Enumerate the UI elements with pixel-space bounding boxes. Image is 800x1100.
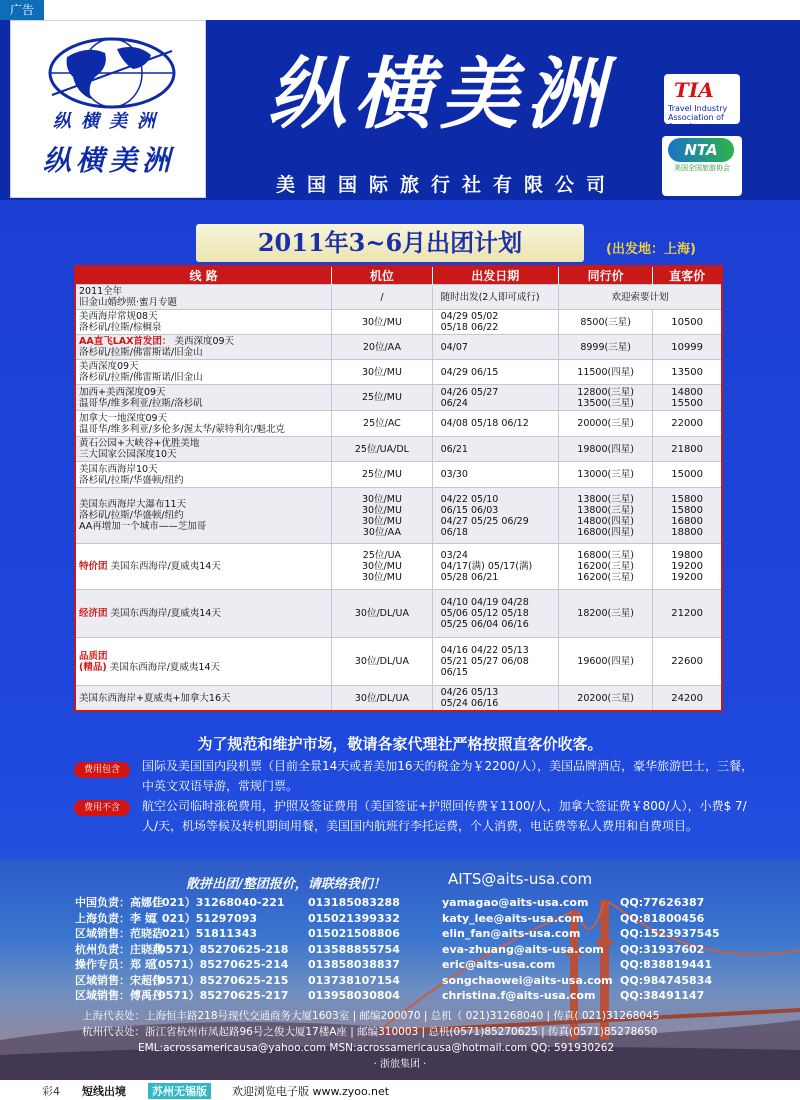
page-number: 彩4 xyxy=(42,1085,60,1098)
peer-price-cell: 13000(三星) xyxy=(558,462,652,488)
table-header-row xyxy=(75,266,722,285)
section-title: 短线出境 xyxy=(82,1085,126,1098)
seat-cell: 30位/DL/UA xyxy=(332,638,432,686)
route-cell xyxy=(75,544,332,590)
date-cell: 06/21 xyxy=(432,437,558,462)
contact-mail[interactable]: eric@aits-usa.com xyxy=(442,958,556,971)
route-cell xyxy=(75,437,332,462)
contact-qq: QQ:38491147 xyxy=(620,989,705,1002)
contact-mobile: 015021508806 xyxy=(308,927,400,940)
route-text: 黄石公园+大峡谷+优胜美地 三大国家公园深度10天 xyxy=(79,438,200,460)
table-row xyxy=(75,360,722,385)
column-header: 线 路 xyxy=(75,266,332,285)
seat-cell: 20位/AA xyxy=(332,335,432,360)
contact-mail[interactable]: eva-zhuang@aits-usa.com xyxy=(442,942,604,956)
date-cell: 04/16 04/22 05/13 05/21 05/27 06/08 06/15 xyxy=(432,638,558,686)
peer-price-cell: 19600(四星) xyxy=(558,638,652,686)
contact-heading: 散拼出团/整团报价，请联络我们！ xyxy=(186,877,386,892)
seat-cell: 30位/DL/UA xyxy=(332,686,432,712)
table-row xyxy=(75,686,722,712)
peer-price-cell: 8500(三星) xyxy=(558,310,652,335)
route-tag: 品质团 (精品) xyxy=(79,650,108,673)
table-row xyxy=(75,411,722,437)
globe-icon xyxy=(47,33,177,113)
route-tag: AA直飞LAX首发团： xyxy=(79,336,172,347)
contact-role: 杭州负责：庄晓燕 xyxy=(75,942,163,956)
date-cell: 04/29 06/15 xyxy=(432,360,558,385)
contact-phone: （0571）85270625-218 xyxy=(147,942,289,956)
peer-price-cell: 欢迎索要计划 xyxy=(558,285,722,310)
contact-mail[interactable]: yamagao@aits-usa.com xyxy=(442,896,589,909)
date-cell: 04/26 05/13 05/24 06/16 xyxy=(432,686,558,712)
date-cell: 随时出发(2人即可成行) xyxy=(432,285,558,310)
route-text: 加西+美西深度09天 温哥华/维多利亚/拉斯/洛杉矶 xyxy=(79,386,203,409)
included-label: 费用包含 xyxy=(74,762,130,778)
table-row xyxy=(75,385,722,411)
tia-sub: Travel Industry Association of America xyxy=(668,104,728,131)
hangzhou-office: 杭州代表处：浙江省杭州市凤起路96号之俊大厦17楼A座 | 邮编310003 | 总机(0571)85270625 | 传真(0571)85278650 xyxy=(82,1026,658,1038)
route-text: 美西深度09天 洛杉矶/拉斯/佛雷斯诺/旧金山 xyxy=(79,361,203,383)
contact-role: 区域销售：傅禹丹 xyxy=(75,989,163,1002)
column-header: 同行价 xyxy=(558,266,652,285)
direct-price-cell: 21800 xyxy=(653,437,722,462)
contact-phone: （ 021）51811343 xyxy=(147,927,258,940)
tia-badge xyxy=(664,74,740,131)
route-cell xyxy=(75,590,332,638)
direct-price-cell: 13500 xyxy=(653,360,722,385)
seat-cell: 30位/MU xyxy=(332,310,432,335)
table-row xyxy=(75,544,722,590)
route-cell xyxy=(75,310,332,335)
route-cell xyxy=(75,462,332,488)
contact-phone: （0571）85270625-215 xyxy=(147,973,289,987)
route-tag: 特价团 xyxy=(79,561,108,572)
seat-cell: 25位/UA/DL xyxy=(332,437,432,462)
contact-row xyxy=(75,988,725,1004)
column-header: 直客价 xyxy=(653,266,722,285)
peer-price-cell: 19800(四星) xyxy=(558,437,652,462)
seat-cell: 30位/MU xyxy=(332,360,432,385)
direct-price-cell: 22000 xyxy=(653,411,722,437)
plan-title-box xyxy=(196,224,584,262)
tia-mark: TIA xyxy=(674,78,714,102)
peer-price-cell: 18200(三星) xyxy=(558,590,652,638)
route-text: 美国东西海岸/夏威夷14天 xyxy=(110,608,221,619)
contact-row xyxy=(75,957,725,973)
route-text: 美国东西海岸+夏威夷+加拿大16天 xyxy=(79,692,231,704)
included-text: 国际及美国国内段机票（目前全景14天或者美加16天的税金为￥2200/人），美国品牌酒店，豪华旅游巴士，三餐，中英文双语导游，常规门票。 xyxy=(142,759,754,793)
contact-qq: QQ:984745834 xyxy=(620,973,712,987)
contact-role: 上海负责：李 嫣 xyxy=(75,911,156,925)
seat-cell: 25位/UA 30位/MU 30位/MU xyxy=(332,544,432,590)
peer-price-cell: 20200(三星) xyxy=(558,686,652,712)
contact-row xyxy=(75,926,725,942)
contact-row xyxy=(75,942,725,958)
group-name: · 浙旅集团 · xyxy=(373,1059,427,1070)
peer-price-cell: 13800(三星) 13800(三星) 14800(四星) 16800(四星) xyxy=(558,488,652,544)
brand-subtitle: 美国国际旅行社有限公司 xyxy=(276,174,618,196)
contact-row xyxy=(75,973,725,989)
contact-mobile: 013738107154 xyxy=(308,973,400,987)
direct-price-cell: 24200 xyxy=(653,686,722,712)
direct-price-cell: 10999 xyxy=(653,335,722,360)
date-cell: 04/22 05/10 06/15 06/03 04/27 05/25 06/29 06/18 xyxy=(432,488,558,544)
contact-mobile: 013858038837 xyxy=(308,958,400,971)
website-link[interactable]: 欢迎浏览电子版 www.zyoo.net xyxy=(232,1085,390,1098)
company-logo xyxy=(10,20,206,198)
logo-text-large: 纵横美洲 xyxy=(42,144,175,177)
contact-row xyxy=(75,911,725,927)
page-footer xyxy=(0,1080,800,1100)
contact-qq: QQ:838819441 xyxy=(620,958,712,971)
table-row xyxy=(75,310,722,335)
route-cell xyxy=(75,360,332,385)
contact-mail[interactable]: katy_lee@aits-usa.com xyxy=(442,911,584,925)
contact-mail[interactable]: elin_fan@aits-usa.com xyxy=(442,927,581,940)
direct-price-cell: 22600 xyxy=(653,638,722,686)
edition-tag: 苏州无锡版 xyxy=(148,1083,211,1099)
seat-cell: 30位/DL/UA xyxy=(332,590,432,638)
contact-role: 中国负责：高娜佳 xyxy=(75,896,163,909)
date-cell: 04/10 04/19 04/28 05/06 05/12 05/18 05/25 06/04 06/16 xyxy=(432,590,558,638)
date-cell: 04/26 05/27 06/24 xyxy=(432,385,558,411)
peer-price-cell: 16800(三星) 16200(三星) 16200(三星) xyxy=(558,544,652,590)
column-header: 机位 xyxy=(332,266,432,285)
contact-role: 区域销售：宋超伟 xyxy=(75,973,163,987)
table-row xyxy=(75,638,722,686)
table-row xyxy=(75,285,722,310)
departure-city: (出发地：上海) xyxy=(606,242,696,257)
date-cell: 04/08 05/18 06/12 xyxy=(432,411,558,437)
table-row xyxy=(75,437,722,462)
route-text: 美国东西海岸10天 洛杉矶/拉斯/华盛顿/纽约 xyxy=(79,463,184,486)
shanghai-office: 上海代表处：上海恒丰路218号现代交通商务大厦1603室 | 邮编200070 | 总机（ 021)31268040 | 传真( 021)31268045 xyxy=(82,1010,660,1022)
contact-mobile: 013588855754 xyxy=(308,942,400,956)
column-header: 出发日期 xyxy=(432,266,558,285)
peer-price-cell: 8999(三星) xyxy=(558,335,652,360)
route-cell xyxy=(75,335,332,360)
contact-phone: （0571）85270625-214 xyxy=(147,958,289,971)
contact-phone: （0571）85270625-217 xyxy=(147,989,289,1002)
date-cell: 04/07 xyxy=(432,335,558,360)
nta-mark: NTA xyxy=(668,138,734,162)
table-row xyxy=(75,590,722,638)
im-contact-line: EML:acrossamericausa@yahoo.com MSN:acrossamericausa@hotmail.com QQ: 591930262 xyxy=(138,1042,615,1054)
contact-email[interactable]: AITS@aits-usa.com xyxy=(448,870,593,888)
route-text: 美国东西海岸/夏威夷14天 xyxy=(110,561,221,572)
plan-title: 2011年3~6月出团计划 xyxy=(257,228,523,257)
peer-price-cell: 20000(三星) xyxy=(558,411,652,437)
route-cell xyxy=(75,385,332,411)
contact-phone: （ 021）51297093 xyxy=(147,911,258,925)
price-slogan: 为了规范和维护市场，敬请各家代理社严格按照直客价收客。 xyxy=(197,735,603,753)
peer-price-cell: 12800(三星) 13500(三星) xyxy=(558,385,652,411)
contact-mobile: 013185083288 xyxy=(308,896,400,909)
route-text: 美西海岸常规08天 洛杉矶/拉斯/棕榈泉 xyxy=(79,311,162,333)
tour-schedule-table xyxy=(74,265,723,712)
contact-qq: QQ:31937602 xyxy=(620,942,705,956)
route-text: 美西深度09天 洛杉矶/拉斯/佛雷斯诺/旧金山 xyxy=(79,336,235,358)
contact-mail[interactable]: christina.f@aits-usa.com xyxy=(442,989,596,1002)
nta-sub: 美国全国旅游协会 xyxy=(674,164,730,172)
ad-tag: 广告 xyxy=(0,0,44,20)
route-cell xyxy=(75,488,332,544)
brand-title: 纵横美洲 xyxy=(268,49,613,140)
contact-role: 区域销售：范晓洁 xyxy=(75,927,163,940)
direct-price-cell: 14800 15500 xyxy=(653,385,722,411)
route-text: 美国东西海岸大瀑布11天 洛杉矶/拉斯/华盛顿/纽约 AA再增加一个城市——芝加哥 xyxy=(79,499,207,532)
excluded-text: 航空公司临时涨税费用，护照及签证费用（美国签证+护照回传费￥1100/人，加拿大签证费￥800/人），小费$ 7/人/天，机场等候及转机期间用餐，美国国内航班行李托运费，个人消费，电话费等私人费用和自费项目。 xyxy=(142,799,747,833)
route-cell xyxy=(75,411,332,437)
route-tag: 经济团 xyxy=(79,608,108,619)
route-text: 2011全年 旧金山婚纱照·蜜月专题 xyxy=(79,286,178,308)
route-cell xyxy=(75,638,332,686)
direct-price-cell: 15000 xyxy=(653,462,722,488)
contact-mail[interactable]: songchaowei@aits-usa.com xyxy=(442,973,613,987)
excluded-label: 费用不含 xyxy=(74,800,130,816)
table-row xyxy=(75,462,722,488)
contact-phone: （ 021）31268040-221 xyxy=(147,896,285,909)
nta-badge xyxy=(662,136,742,196)
seat-cell: 30位/MU 30位/MU 30位/MU 30位/AA xyxy=(332,488,432,544)
date-cell: 04/29 05/02 05/18 06/22 xyxy=(432,310,558,335)
route-cell xyxy=(75,686,332,712)
peer-price-cell: 11500(四星) xyxy=(558,360,652,385)
route-cell xyxy=(75,285,332,310)
contact-mobile: 013958030804 xyxy=(308,989,400,1002)
route-text: 加拿大一地深度09天 温哥华/维多利亚/多伦多/渥太华/蒙特利尔/魁北克 xyxy=(79,412,286,435)
direct-price-cell: 19800 19200 19200 xyxy=(653,544,722,590)
table-row xyxy=(75,488,722,544)
contact-mobile: 015021399332 xyxy=(308,911,400,925)
route-text: 美国东西海岸/夏威夷14天 xyxy=(109,661,221,673)
seat-cell: 25位/AC xyxy=(332,411,432,437)
logo-text-small: 纵横美洲 xyxy=(53,111,165,132)
direct-price-cell: 10500 xyxy=(653,310,722,335)
contact-qq: QQ:1523937545 xyxy=(620,927,720,940)
seat-cell: / xyxy=(332,285,432,310)
seat-cell: 25位/MU xyxy=(332,385,432,411)
contact-row xyxy=(75,895,725,911)
direct-price-cell: 15800 15800 16800 18800 xyxy=(653,488,722,544)
date-cell: 03/30 xyxy=(432,462,558,488)
table-row xyxy=(75,335,722,360)
contact-qq: QQ:81800456 xyxy=(620,911,705,925)
contact-role: 操作专员：郑 瑶 xyxy=(75,958,156,971)
direct-price-cell: 21200 xyxy=(653,590,722,638)
seat-cell: 25位/MU xyxy=(332,462,432,488)
contact-qq: QQ:77626387 xyxy=(620,896,705,909)
date-cell: 03/24 04/17(满) 05/17(满) 05/28 06/21 xyxy=(432,544,558,590)
